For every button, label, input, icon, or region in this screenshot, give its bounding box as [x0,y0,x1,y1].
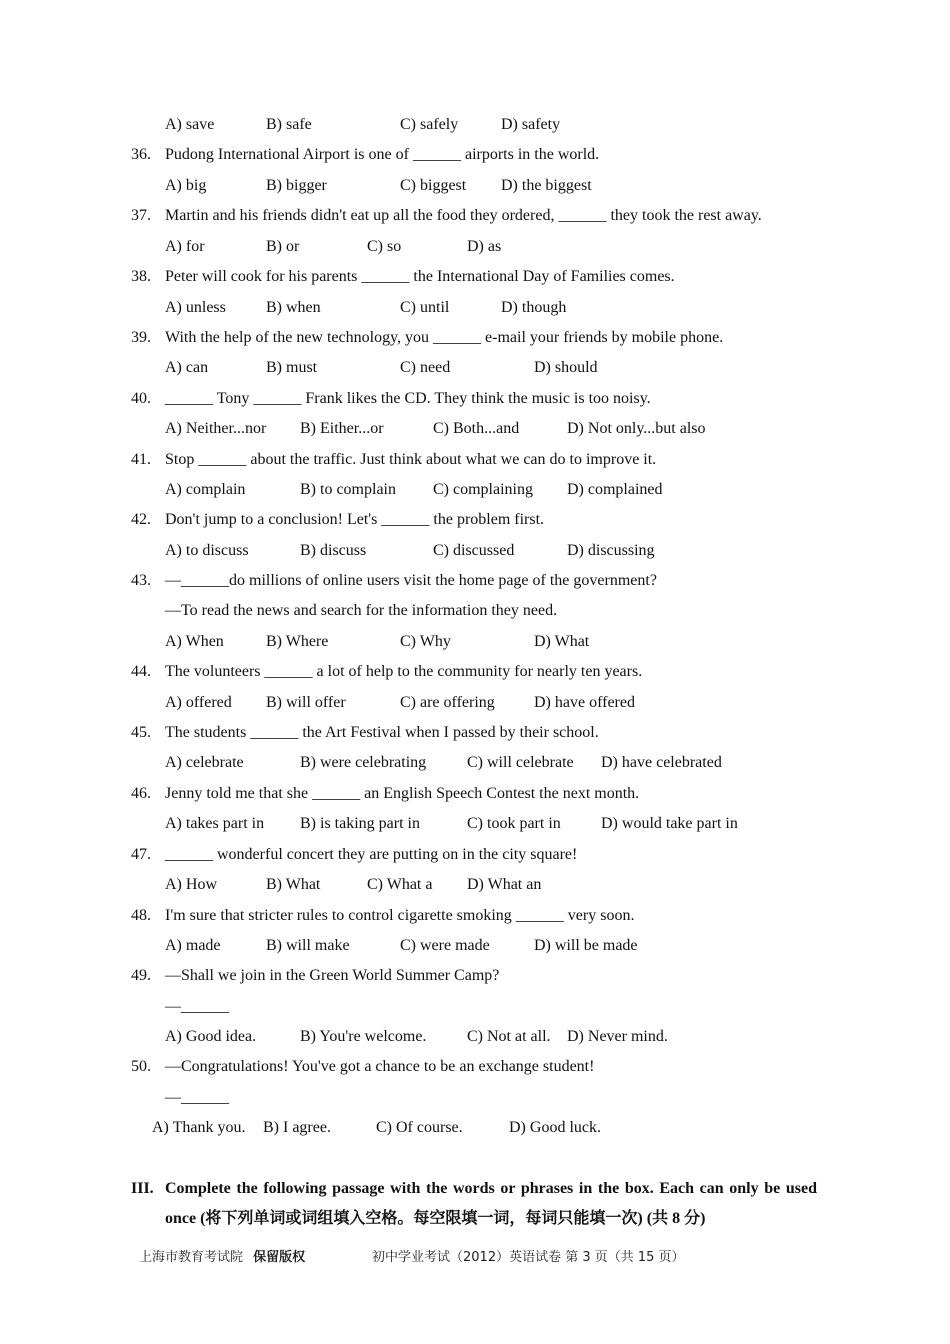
question-text: Stop ______ about the traffic. Just think about what we can do to improve it. [165,451,657,468]
option: D) Good luck. [509,1119,601,1136]
footer-publisher-name: 上海市教育考试院 [139,1250,244,1265]
question-number: 48. [131,907,151,924]
question-text: Peter will cook for his parents ______ the International Day of Families comes. [165,268,675,285]
option: C) are offering [400,694,495,711]
option: D) Not only...but also [567,420,706,437]
option: D) discussing [567,542,655,559]
option: D) have celebrated [601,754,722,771]
question-text: The students ______ the Art Festival when I passed by their school. [165,724,599,741]
question-number: 40. [131,390,151,407]
option: C) complaining [433,481,533,498]
section-instructions: Complete the following passage with the words or phrases in the box. Each can only be used once (将下列单词或词组填入空格。每空限填一词，每词只能填一次) (共 8 分) [165,1180,817,1227]
question-number: 36. [131,146,151,163]
option: D) will be made [534,937,638,954]
option: C) safely [400,116,459,133]
option: A) can [165,359,209,376]
option: B) were celebrating [300,754,427,771]
option: B) or [266,238,300,255]
question-number: 44. [131,663,151,680]
option: A) takes part in [165,815,265,832]
option: B) Either...or [300,420,384,437]
question-number: 45. [131,724,151,741]
question-text: With the help of the new technology, you ______ e-mail your friends by mobile phone. [165,329,724,346]
option: B) must [266,359,318,376]
option: D) complained [567,481,663,498]
option: B) is taking part in [300,815,420,832]
option: C) Both...and [433,420,520,437]
question-text: ______ Tony ______ Frank likes the CD. They think the music is too noisy. [165,390,651,407]
question-text: —______do millions of online users visit the home page of the government? [165,572,657,589]
question-number: 38. [131,268,151,285]
option: B) will offer [266,694,346,711]
option: D) should [534,359,598,376]
option: B) You're welcome. [300,1028,427,1045]
question-number: 37. [131,207,151,224]
question-number: 50. [131,1058,151,1075]
option: D) though [501,299,567,316]
option: C) until [400,299,450,316]
question-number: 41. [131,451,151,468]
option: D) the biggest [501,177,592,194]
question-number: 43. [131,572,151,589]
question-number: 47. [131,846,151,863]
option: D) have offered [534,694,635,711]
question-text-reply: —To read the news and search for the information they need. [165,602,558,619]
option: A) celebrate [165,754,244,771]
question-text: I'm sure that stricter rules to control cigarette smoking ______ very soon. [165,907,635,924]
option: A) unless [165,299,226,316]
footer-rights: 保留版权 [253,1250,306,1265]
question-text: Don't jump to a conclusion! Let's ______ the problem first. [165,511,545,528]
option: B) discuss [300,542,367,559]
footer-publisher [139,1246,305,1265]
footer-exam-info: 初中学业考试（2012）英语试卷 第 3 页（共 15 页） [372,1250,685,1265]
question-text-reply: —______ [165,998,229,1015]
question-text: —Shall we join in the Green World Summer Camp? [165,967,500,984]
option: C) were made [400,937,490,954]
option: B) to complain [300,481,396,498]
question-text: Pudong International Airport is one of ______ airports in the world. [165,146,600,163]
option: C) took part in [467,815,561,832]
option: C) so [367,238,402,255]
question-number: 39. [131,329,151,346]
option: A) big [165,177,207,194]
question-number: 42. [131,511,151,528]
question-text: —Congratulations! You've got a chance to be an exchange student! [165,1058,595,1075]
option: A) Thank you. [152,1119,246,1136]
option: C) Not at all. [467,1028,551,1045]
option: D) as [467,238,502,255]
option: B) I agree. [263,1119,331,1136]
option: B) bigger [266,177,327,194]
option: B) when [266,299,321,316]
option: B) What [266,876,321,893]
option: A) save [165,116,215,133]
question-text: The volunteers ______ a lot of help to the community for nearly ten years. [165,663,643,680]
option: A) for [165,238,205,255]
question-text-reply: —______ [165,1089,229,1106]
option: C) discussed [433,542,515,559]
option: D) Never mind. [567,1028,668,1045]
option: A) complain [165,481,246,498]
question-text: ______ wonderful concert they are putting on in the city square! [165,846,578,863]
option: C) Of course. [376,1119,463,1136]
option: C) will celebrate [467,754,574,771]
option: D) would take part in [601,815,738,832]
option: C) need [400,359,451,376]
question-number: 46. [131,785,151,802]
option: A) offered [165,694,232,711]
option: A) Good idea. [165,1028,257,1045]
option: D) safety [501,116,561,133]
option: C) Why [400,633,451,650]
option: A) to discuss [165,542,249,559]
option: D) What [534,633,590,650]
section-number: III. [131,1180,154,1197]
option: A) made [165,937,221,954]
option: A) When [165,633,224,650]
question-number: 49. [131,967,151,984]
option: B) Where [266,633,329,650]
question-text: Jenny told me that she ______ an English Speech Contest the next month. [165,785,640,802]
option: C) What a [367,876,433,893]
option: B) safe [266,116,312,133]
option: B) will make [266,937,350,954]
option: A) How [165,876,217,893]
question-text: Martin and his friends didn't eat up all the food they ordered, ______ they took the rest away. [165,207,762,224]
option: D) What an [467,876,542,893]
section-iii [0,1174,950,1234]
option: C) biggest [400,177,467,194]
option: A) Neither...nor [165,420,267,437]
